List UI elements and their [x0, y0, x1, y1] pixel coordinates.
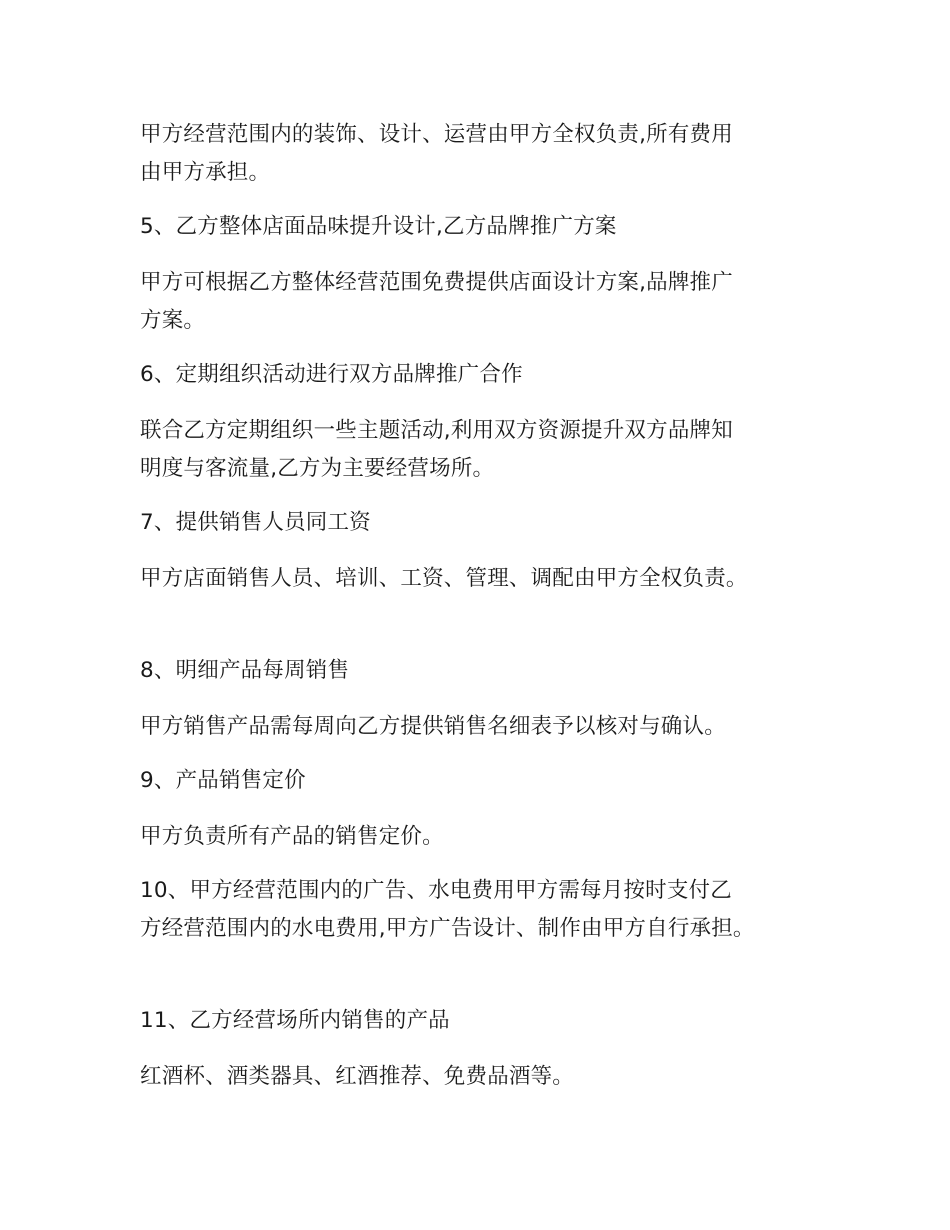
- paragraph-line: 方经营范围内的水电费用,甲方广告设计、制作由甲方自行承担。: [140, 916, 755, 941]
- paragraph-line: 明度与客流量,乙方为主要经营场所。: [140, 456, 495, 481]
- section-heading: 7、提供销售人员同工资: [140, 510, 371, 535]
- paragraph-line: 由甲方承担。: [140, 160, 271, 185]
- section-heading: 10、甲方经营范围内的广告、水电费用甲方需每月按时支付乙: [140, 878, 732, 903]
- paragraph-line: 甲方销售产品需每周向乙方提供销售名细表予以核对与确认。: [140, 714, 726, 739]
- paragraph-line: 甲方经营范围内的装饰、设计、运营由甲方全权负责,所有费用: [140, 122, 733, 147]
- paragraph-line: 联合乙方定期组织一些主题活动,利用双方资源提升双方品牌知: [140, 418, 733, 443]
- section-heading: 8、明细产品每周销售: [140, 658, 350, 683]
- paragraph-line: 甲方负责所有产品的销售定价。: [140, 824, 444, 849]
- paragraph-line: 方案。: [140, 308, 206, 333]
- paragraph-line: 甲方店面销售人员、培训、工资、管理、调配由甲方全权负责。: [140, 566, 748, 591]
- paragraph-line: 红酒杯、酒类器具、红酒推荐、免费品酒等。: [140, 1064, 575, 1089]
- section-heading: 9、产品销售定价: [140, 768, 306, 793]
- section-heading: 6、定期组织活动进行双方品牌推广合作: [140, 362, 523, 387]
- section-heading: 5、乙方整体店面品味提升设计,乙方品牌推广方案: [140, 214, 617, 239]
- paragraph-line: 甲方可根据乙方整体经营范围免费提供店面设计方案,品牌推广: [140, 270, 733, 295]
- section-heading: 11、乙方经营场所内销售的产品: [140, 1008, 450, 1033]
